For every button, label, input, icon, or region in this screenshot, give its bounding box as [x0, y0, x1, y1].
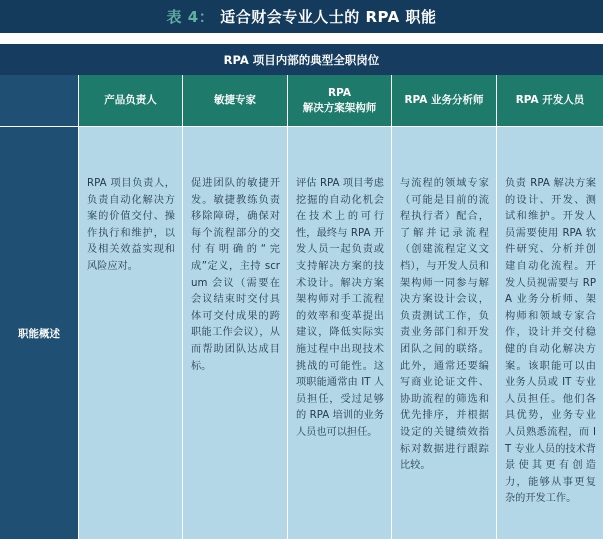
- cell-developer: 负责 RPA 解决方案的设计、开发、测试和维护。开发人员需要使用 RPA 软件研究、分析并创建自动化流程。开发人员视需要与 RPA 业务分析师、架构师和领域专家合作，设计并交付稳健的自动化解决方案。该职能可以由业务人员或 IT 专业人员担任。他们各具优势，业务专业人员熟悉流程，而 IT 专业人员的技术背景使其更有创造力，能够从事更复杂的开发工作。: [496, 126, 603, 539]
- column-header-label: 敏捷专家: [214, 94, 256, 107]
- column-header-label: 产品负责人: [104, 94, 157, 107]
- column-header-agile-coach: [182, 75, 287, 126]
- table-number: 表 4：: [166, 8, 215, 26]
- title-divider: [0, 33, 603, 44]
- table-title-text: 适合财会专业人士的 RPA 职能: [220, 8, 437, 26]
- column-header-sublabel: 解决方案架构师: [302, 101, 377, 114]
- row-label-function-overview: 职能概述: [0, 126, 78, 539]
- column-header-developer: [496, 75, 603, 126]
- column-header-product-owner: [78, 75, 182, 126]
- column-header-business-analyst: [391, 75, 496, 126]
- table-title: [0, 0, 603, 33]
- column-header-label: RPA 业务分析师: [404, 94, 484, 107]
- cell-solution-architect: 评估 RPA 项目考虑挖掘的自动化机会在技术上的可行性，最终与 RPA 开发人员一起负责或支持解决方案的技术设计。解决方案架构师对手工流程的效率和变革提出建议，降低实际实施过程中出现技术挑战的可能性。这项职能通常由 IT 人员担任，受过足够的 RPA 培训的业务人员也可以担任。: [287, 126, 391, 539]
- column-header-label: RPA: [328, 87, 351, 100]
- column-header-solution-architect: [287, 75, 391, 126]
- cell-agile-coach: 促进团队的敏捷开发。敏捷教练负责移除障碍，确保对每个流程部分的交付有明确的“完成”定义，主持 scrum 会议（需要在会议结束时交付具体可交付成果的跨职能工作会议），从而帮助团队达成目标。: [182, 126, 287, 539]
- roles-table: [0, 75, 603, 539]
- section-header: RPA 项目内部的典型全职岗位: [0, 44, 603, 75]
- corner-header: [0, 75, 78, 126]
- column-header-label: RPA 开发人员: [515, 94, 585, 107]
- cell-product-owner: RPA 项目负责人，负责自动化解决方案的价值交付、操作执行和维护，以及相关效益实现和风险应对。: [78, 126, 182, 539]
- cell-business-analyst: 与流程的领域专家（可能是目前的流程执行者）配合，了解并记录流程（创建流程定义文档），与开发人员和架构师一同参与解决方案设计会议，负责测试工作，负责业务部门和开发团队之间的联络。此外，通常还要编写商业论证文件、协助流程的筛选和优先排序，并根据设定的关键绩效指标对数据进行跟踪比较。: [391, 126, 496, 539]
